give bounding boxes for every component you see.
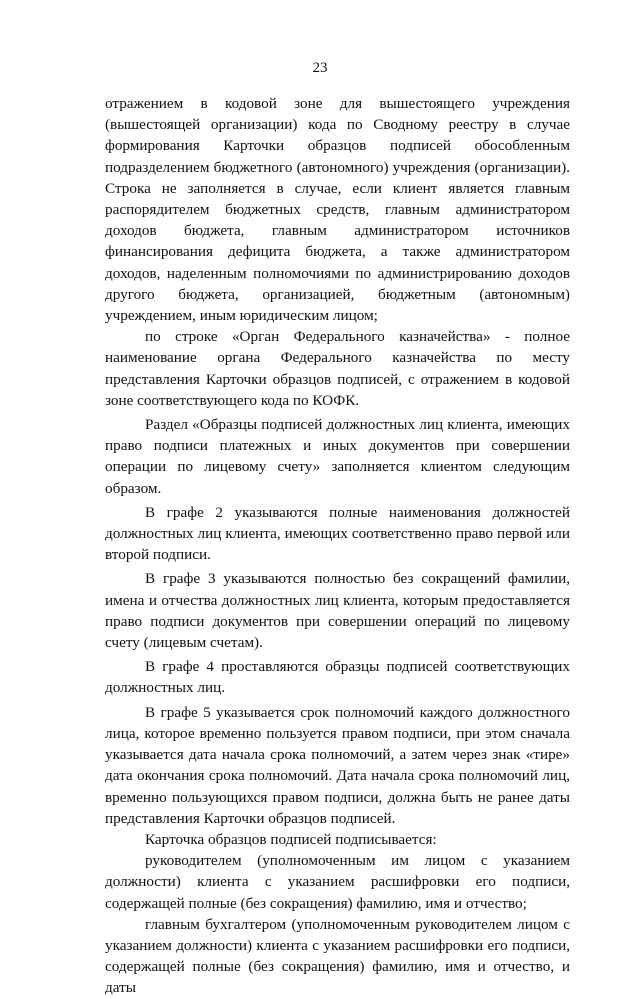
paragraph-continuation: отражением в кодовой зоне для вышестоящего учреждения (вышестоящей организации) кода по Сводному реестру в случае формирования Карточки образцов подписей обособленным подразделением бюджетного (автономного) учреждения (организации). Строка не заполняется в случае, если клиент является главным распорядителем бюджетных средств, главным администратором доходов бюджета, главным администратором источников финансирования дефицита бюджета, а также администратором доходов, наделенным полномочиями по администрированию доходов другого бюджета, организацией, бюджетным (автономным) учреждением, иным юридическим лицом; bbox=[105, 95, 570, 325]
paragraph-column-5: В графе 5 указывается срок полномочий каждого должностного лица, которое временно пользуется правом подписи, при этом сначала указывается дата начала срока полномочий, а затем через знак «тире» дата окончания срока полномочий. Дата начала срока полномочий лиц, временно пользующихся правом подписи, должна быть не ранее даты представления Карточки образцов подписей. bbox=[105, 703, 570, 827]
paragraph-column-3: В графе 3 указываются полностью без сокращений фамилии, имена и отчества должностных лиц клиента, которым предоставляется право подписи документов при совершении операций по лицевому счету (лицевым счетам). bbox=[105, 570, 570, 652]
paragraph-column-2: В графе 2 указываются полные наименования должностей должностных лиц клиента, имеющих соответственно право первой или второй подписи. bbox=[105, 503, 570, 564]
page-number: 23 bbox=[312, 60, 328, 76]
paragraph-organ-field: по строке «Орган Федерального казначейства» - полное наименование органа Федерального казначейства по месту представления Карточки образцов подписей, с отражением в кодовой зоне соответствующего кода по КОФК. bbox=[105, 328, 570, 409]
paragraph-signed-by: Карточка образцов подписей подписывается: bbox=[145, 830, 437, 848]
paragraph-column-4: В графе 4 проставляются образцы подписей соответствующих должностных лиц. bbox=[105, 658, 570, 697]
paragraph-section-intro: Раздел «Образцы подписей должностных лиц клиента, имеющих право подписи платежных и иных документов при совершении операции по лицевому счету» заполняется клиентом следующим образом. bbox=[105, 416, 570, 497]
document-body bbox=[105, 93, 570, 999]
paragraph-accountant-signature: главным бухгалтером (уполномоченным руководителем лицом с указанием должности) клиента с указанием расшифровки его подписи, содержащей полные (без сокращения) фамилию, имя и отчество, и даты bbox=[105, 915, 570, 997]
paragraph-head-signature: руководителем (уполномоченным им лицом с указанием должности) клиента с указанием расшифровки его подписи, содержащей полные (без сокращения) фамилию, имя и отчество; bbox=[105, 852, 570, 912]
